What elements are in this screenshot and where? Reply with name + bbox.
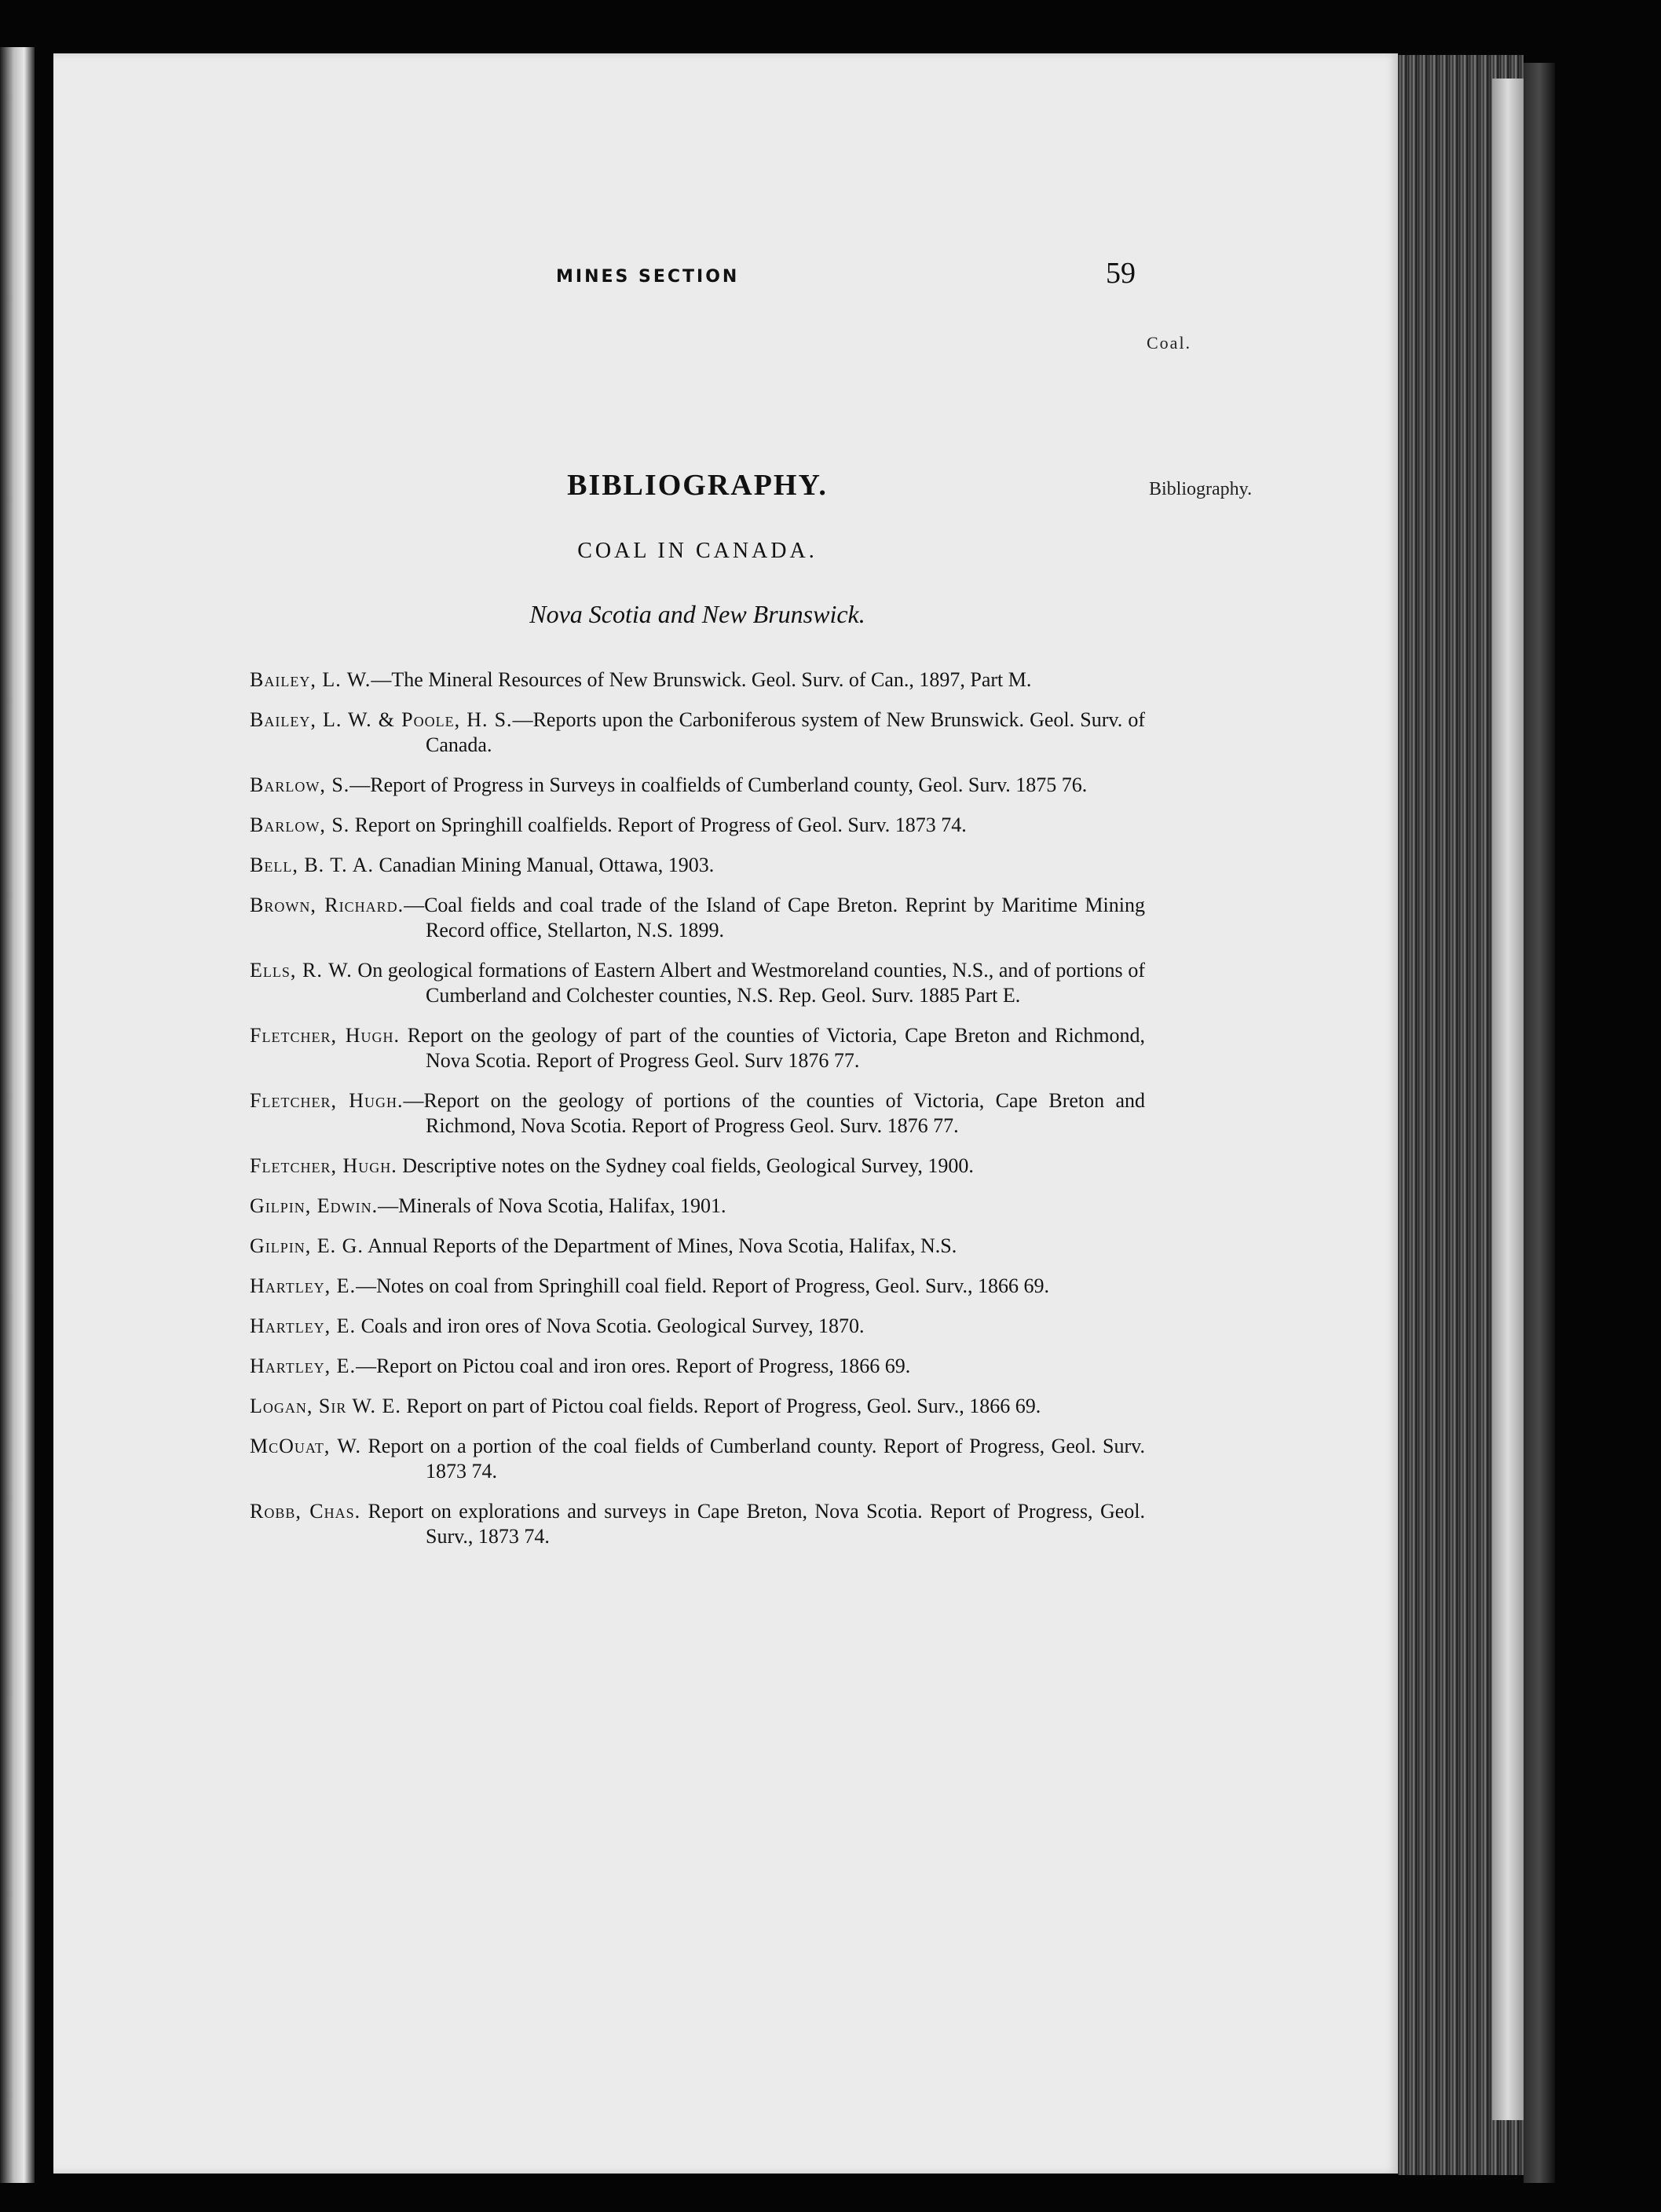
bibliography-entry	[250, 1154, 1145, 1179]
entry-author: Hartley, E.	[250, 1274, 357, 1297]
bibliography-entry	[250, 1434, 1145, 1484]
entry-text: —Report on the geology of portions of the counties of Victoria, Cape Breton and Richmond, Nova Scotia. Report of Progress Geol. Surv. 1876 77.	[403, 1089, 1145, 1137]
page-number: 59	[1106, 257, 1136, 290]
section-subtitle: COAL IN CANADA.	[577, 539, 818, 563]
bibliography-list	[250, 667, 1145, 1564]
entry-author: Bailey, L. W. & Poole, H. S.	[250, 708, 513, 731]
bibliography-entry	[250, 1023, 1145, 1073]
entry-author: Gilpin, E. G.	[250, 1234, 364, 1257]
entry-author: Fletcher, Hugh.	[250, 1024, 401, 1047]
entry-author: Fletcher, Hugh.	[250, 1154, 397, 1177]
entry-author: Brown, Richard.	[250, 894, 404, 916]
entry-text: Report on the geology of part of the counties of Victoria, Cape Breton and Richmond, Nova Scotia. Report of Progress Geol. Surv 1876 77.	[400, 1024, 1145, 1072]
entry-author: Barlow, S.	[250, 814, 350, 836]
bibliography-entry	[250, 893, 1145, 943]
entry-author: Fletcher, Hugh.	[250, 1089, 404, 1112]
entry-text: Annual Reports of the Department of Mines, Nova Scotia, Halifax, N.S.	[363, 1234, 957, 1257]
book-page	[53, 53, 1398, 2174]
entry-author: Bailey, L. W.	[250, 668, 371, 691]
previous-page-edge	[0, 47, 35, 2183]
book-cover-edge	[1524, 63, 1555, 2183]
entry-author: Logan, Sir W. E.	[250, 1395, 401, 1417]
bibliography-entry	[250, 958, 1145, 1008]
bibliography-entry	[250, 1274, 1145, 1299]
entry-text: Canadian Mining Manual, Ottawa, 1903.	[374, 854, 715, 876]
entry-author: Hartley, E.	[250, 1355, 357, 1377]
bibliography-entry	[250, 707, 1145, 758]
entry-author: Hartley, E.	[250, 1314, 357, 1337]
entry-text: —Notes on coal from Springhill coal field. Report of Progress, Geol. Surv., 1866 69.	[356, 1274, 1049, 1297]
margin-note-coal: Coal.	[1147, 333, 1192, 353]
entry-author: Robb, Chas.	[250, 1500, 361, 1523]
bibliography-entry	[250, 1499, 1145, 1549]
page-block-highlight	[1492, 79, 1524, 2120]
entry-author: Barlow, S.	[250, 773, 350, 796]
entry-text: Report on Springhill coalfields. Report of Progress of Geol. Surv. 1873 74.	[349, 814, 967, 836]
running-head: MINES SECTION	[556, 267, 740, 287]
bibliography-entry	[250, 773, 1145, 798]
bibliography-entry	[250, 853, 1145, 878]
entry-author: Gilpin, Edwin.	[250, 1194, 379, 1217]
entry-text: On geological formations of Eastern Albert and Westmoreland counties, N.S., and of portions of Cumberland and Colchester counties, N.S. Rep. Geol. Surv. 1885 Part E.	[352, 959, 1145, 1007]
entry-text: Report on a portion of the coal fields of Cumberland county. Report of Progress, Geol. Surv. 1873 74.	[361, 1435, 1145, 1483]
subsection-heading: Nova Scotia and New Brunswick.	[529, 600, 865, 628]
section-title: BIBLIOGRAPHY.	[567, 469, 828, 502]
margin-note-bibliography: Bibliography.	[1149, 479, 1253, 499]
entry-text: Report on part of Pictou coal fields. Report of Progress, Geol. Surv., 1866 69.	[401, 1395, 1041, 1417]
entry-text: —Report of Progress in Surveys in coalfields of Cumberland county, Geol. Surv. 1875 76.	[349, 773, 1088, 796]
entry-author: McOuat, W.	[250, 1435, 362, 1457]
bibliography-entry	[250, 667, 1145, 693]
entry-author: Bell, B. T. A.	[250, 854, 374, 876]
entry-text: —Report on Pictou coal and iron ores. Report of Progress, 1866 69.	[356, 1355, 911, 1377]
bibliography-entry	[250, 1234, 1145, 1259]
bibliography-entry	[250, 1314, 1145, 1339]
bibliography-entry	[250, 1394, 1145, 1419]
entry-text: Descriptive notes on the Sydney coal fields, Geological Survey, 1900.	[397, 1154, 974, 1177]
entry-text: Coals and iron ores of Nova Scotia. Geological Survey, 1870.	[356, 1314, 865, 1337]
entry-text: —Coal fields and coal trade of the Island of Cape Breton. Reprint by Maritime Mining Record office, Stellarton, N.S. 1899.	[404, 894, 1145, 941]
entry-text: Report on explorations and surveys in Cape Breton, Nova Scotia. Report of Progress, Geol. Surv., 1873 74.	[360, 1500, 1145, 1548]
bibliography-entry	[250, 813, 1145, 838]
entry-text: —Minerals of Nova Scotia, Halifax, 1901.	[378, 1194, 726, 1217]
bibliography-entry	[250, 1354, 1145, 1379]
entry-author: Ells, R. W.	[250, 959, 353, 982]
entry-text: —Reports upon the Carboniferous system of New Brunswick. Geol. Surv. of Canada.	[426, 708, 1145, 756]
bibliography-entry	[250, 1194, 1145, 1219]
entry-text: —The Mineral Resources of New Brunswick. Geol. Surv. of Can., 1897, Part M.	[371, 668, 1032, 691]
bibliography-entry	[250, 1088, 1145, 1139]
